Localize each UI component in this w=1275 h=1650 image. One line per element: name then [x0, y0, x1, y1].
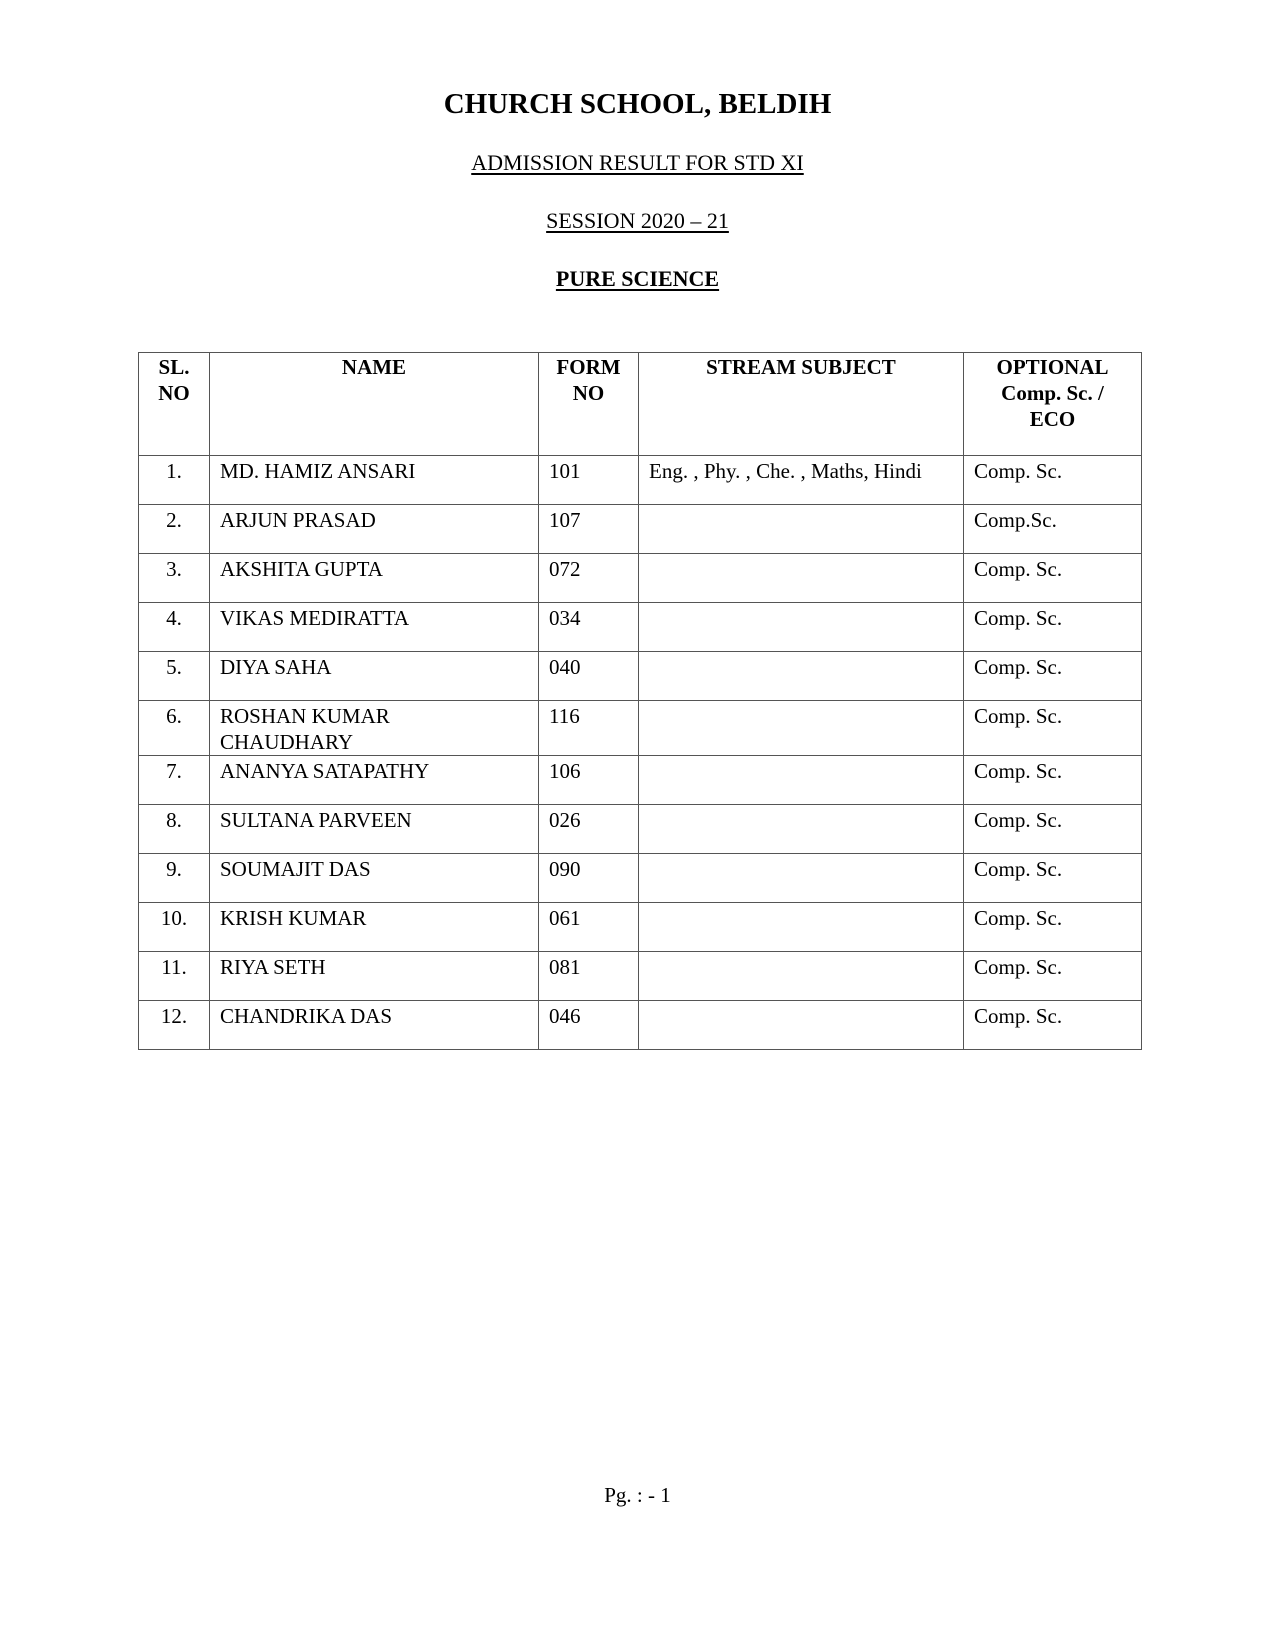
cell-name: ANANYA SATAPATHY: [210, 756, 539, 805]
form-header-line2: NO: [572, 381, 605, 405]
column-header-name: [210, 353, 539, 456]
cell-name: ROSHAN KUMAR CHAUDHARY: [210, 701, 539, 756]
sl-header-line1: SL.: [158, 355, 190, 379]
cell-stream-subject: [639, 805, 964, 854]
column-header-sl-no: [139, 353, 210, 456]
table-row: [139, 701, 1142, 756]
name-header: NAME: [341, 355, 407, 379]
cell-stream-subject: [639, 756, 964, 805]
cell-sl-no: 1.: [139, 456, 210, 505]
cell-optional: Comp. Sc.: [964, 456, 1142, 505]
table-row: [139, 854, 1142, 903]
cell-optional: Comp. Sc.: [964, 952, 1142, 1001]
admission-heading: ADMISSION RESULT FOR STD XI: [471, 150, 804, 175]
cell-stream-subject: [639, 854, 964, 903]
optional-header-line1: OPTIONAL: [996, 355, 1109, 379]
table-row: [139, 554, 1142, 603]
cell-stream-subject: [639, 952, 964, 1001]
table-header-row: [139, 353, 1142, 456]
cell-form-no: 107: [539, 505, 639, 554]
cell-stream-subject: [639, 903, 964, 952]
cell-sl-no: 8.: [139, 805, 210, 854]
sl-header-line2: NO: [158, 381, 190, 405]
table-row: [139, 756, 1142, 805]
cell-optional: Comp. Sc.: [964, 1001, 1142, 1050]
cell-form-no: 040: [539, 652, 639, 701]
cell-sl-no: 12.: [139, 1001, 210, 1050]
cell-name: KRISH KUMAR: [210, 903, 539, 952]
table-row: [139, 505, 1142, 554]
cell-name: AKSHITA GUPTA: [210, 554, 539, 603]
cell-sl-no: 4.: [139, 603, 210, 652]
cell-form-no: 081: [539, 952, 639, 1001]
stream-header: STREAM SUBJECT: [706, 355, 896, 379]
cell-form-no: 090: [539, 854, 639, 903]
school-name: CHURCH SCHOOL, BELDIH: [443, 88, 832, 120]
cell-stream-subject: Eng. , Phy. , Che. , Maths, Hindi: [639, 456, 964, 505]
cell-name: CHANDRIKA DAS: [210, 1001, 539, 1050]
cell-sl-no: 11.: [139, 952, 210, 1001]
cell-form-no: 116: [539, 701, 639, 756]
table-row: [139, 652, 1142, 701]
cell-sl-no: 3.: [139, 554, 210, 603]
cell-sl-no: 5.: [139, 652, 210, 701]
cell-sl-no: 10.: [139, 903, 210, 952]
session-heading: SESSION 2020 – 21: [546, 208, 729, 233]
cell-stream-subject: [639, 603, 964, 652]
cell-stream-subject: [639, 505, 964, 554]
page-number: Pg. : - 1: [604, 1483, 671, 1507]
cell-name: SULTANA PARVEEN: [210, 805, 539, 854]
cell-optional: Comp. Sc.: [964, 701, 1142, 756]
optional-header-line2: Comp. Sc. /: [1001, 381, 1104, 405]
cell-name: DIYA SAHA: [210, 652, 539, 701]
column-header-form-no: [539, 353, 639, 456]
cell-form-no: 101: [539, 456, 639, 505]
table-row: [139, 952, 1142, 1001]
table-row: [139, 805, 1142, 854]
cell-stream-subject: [639, 1001, 964, 1050]
table-row: [139, 1001, 1142, 1050]
table-row: [139, 903, 1142, 952]
cell-form-no: 061: [539, 903, 639, 952]
column-header-stream-subject: [639, 353, 964, 456]
cell-sl-no: 7.: [139, 756, 210, 805]
cell-name: ARJUN PRASAD: [210, 505, 539, 554]
cell-optional: Comp. Sc.: [964, 756, 1142, 805]
cell-form-no: 072: [539, 554, 639, 603]
cell-form-no: 046: [539, 1001, 639, 1050]
cell-optional: Comp. Sc.: [964, 554, 1142, 603]
cell-sl-no: 2.: [139, 505, 210, 554]
table-row: [139, 603, 1142, 652]
cell-name: RIYA SETH: [210, 952, 539, 1001]
cell-stream-subject: [639, 652, 964, 701]
cell-name: SOUMAJIT DAS: [210, 854, 539, 903]
cell-optional: Comp. Sc.: [964, 903, 1142, 952]
cell-optional: Comp. Sc.: [964, 805, 1142, 854]
table-row: [139, 456, 1142, 505]
cell-optional: Comp. Sc.: [964, 603, 1142, 652]
cell-optional: Comp. Sc.: [964, 652, 1142, 701]
cell-form-no: 106: [539, 756, 639, 805]
cell-name: VIKAS MEDIRATTA: [210, 603, 539, 652]
form-header-line1: FORM: [556, 355, 621, 379]
column-header-optional: [964, 353, 1142, 456]
stream-heading: PURE SCIENCE: [555, 266, 720, 291]
cell-optional: Comp. Sc.: [964, 854, 1142, 903]
cell-form-no: 034: [539, 603, 639, 652]
cell-name: MD. HAMIZ ANSARI: [210, 456, 539, 505]
optional-header-line3: ECO: [1029, 407, 1076, 431]
cell-sl-no: 9.: [139, 854, 210, 903]
cell-optional: Comp.Sc.: [964, 505, 1142, 554]
cell-stream-subject: [639, 701, 964, 756]
cell-sl-no: 6.: [139, 701, 210, 756]
admission-result-table: [138, 352, 1142, 1050]
cell-form-no: 026: [539, 805, 639, 854]
cell-stream-subject: [639, 554, 964, 603]
